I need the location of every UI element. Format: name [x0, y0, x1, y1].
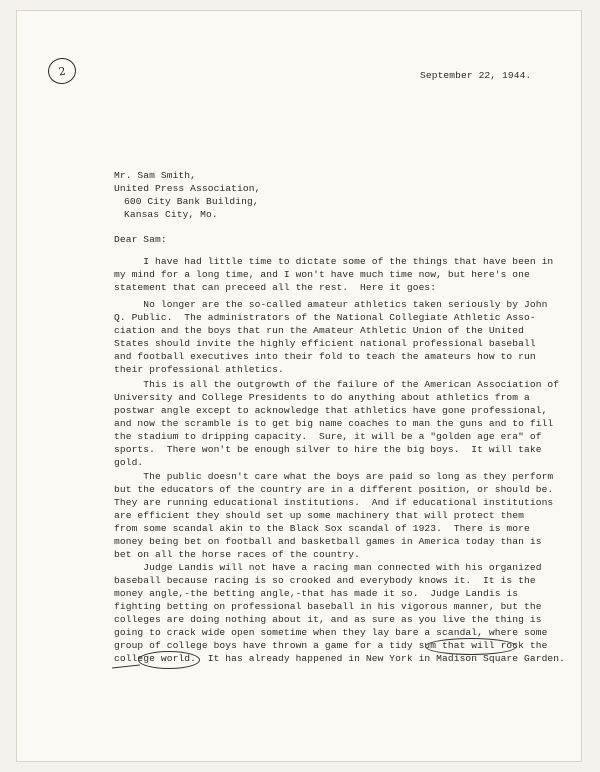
text-line: States should invite the highly efficient national professional baseball: [114, 338, 536, 349]
text-line: money being bet on football and basketball games in America today than is: [114, 536, 542, 547]
recipient-address: [114, 170, 261, 236]
paragraph-5: [114, 562, 566, 672]
text-line: going to crack wide open sometime when they lay bare a scandal, where some: [114, 627, 548, 638]
text-line: gold.: [114, 457, 144, 468]
text-line: my mind for a long time, and I won't have much time now, but here's one: [114, 269, 530, 280]
text-line: ciation and the boys that run the Amateur Athletic Union of the United: [114, 325, 525, 336]
address-line: United Press Association,: [114, 183, 261, 194]
text-line: are efficient they should set up some machinery that will protect them: [114, 510, 525, 521]
text-line: University and College Presidents to do anything about athletics from a: [114, 392, 530, 403]
text-line: They are running educational institutions. And if educational institutions: [114, 497, 554, 508]
text-line: group of college boys have thrown a game for a tidy sum that will rock the: [114, 640, 548, 651]
handwritten-oval-mark: [425, 638, 517, 655]
salutation: Dear Sam:: [114, 234, 167, 245]
text-line: Q. Public. The administrators of the National Collegiate Athletic Asso-: [114, 312, 536, 323]
letter-date: September 22, 1944.: [420, 70, 532, 81]
text-line: bet on all the horse races of the country.: [114, 549, 361, 560]
text-line: their professional athletics.: [114, 364, 284, 375]
text-line: I have had little time to dictate some of the things that have been in: [114, 256, 554, 267]
text-line: and football executives into their fold to teach the amateurs how to run: [114, 351, 536, 362]
text-line: colleges are doing nothing about it, and as sure as you live the thing is: [114, 614, 542, 625]
text-line: fighting betting on professional baseball in his vigorous manner, but the: [114, 601, 542, 612]
text-line: sports. There won't be enough silver to hire the big boys. It will take: [114, 444, 542, 455]
text-line: and now the scramble is to get big name coaches to man the guns and to fill: [114, 418, 554, 429]
margin-note-text: 2: [57, 64, 67, 78]
text-line: This is all the outgrowth of the failure of the American Association of: [114, 379, 560, 390]
text-line: postwar angle except to acknowledge that athletics have gone professional,: [114, 405, 548, 416]
text-line: statement that can preceed all the rest. Here it goes:: [114, 282, 437, 293]
text-line: money angle,-the betting angle,-that has made it so. Judge Landis is: [114, 588, 519, 599]
text-line: from some scandal akin to the Black Sox scandal of 1923. There is more: [114, 523, 530, 534]
address-line: Mr. Sam Smith,: [114, 170, 197, 181]
text-line: No longer are the so-called amateur athletics taken seriously by John: [114, 299, 548, 310]
address-line: Kansas City, Mo.: [124, 209, 218, 220]
handwritten-oval-mark: [138, 651, 200, 669]
text-line: Judge Landis will not have a racing man connected with his organized: [114, 562, 542, 573]
address-line: 600 City Bank Building,: [124, 196, 259, 207]
text-line: the stadium to dripping capacity. Sure, it will be a "golden age era" of: [114, 431, 542, 442]
text-line: The public doesn't care what the boys are paid so long as they perform: [114, 471, 554, 482]
text-line: baseball because racing is so crooked and everybody knows it. It is the: [114, 575, 536, 586]
text-line: but the educators of the country are in a different position, or should be.: [114, 484, 554, 495]
text-line: college world. It has already happened in New York in Madison Square Garden.: [114, 653, 566, 664]
